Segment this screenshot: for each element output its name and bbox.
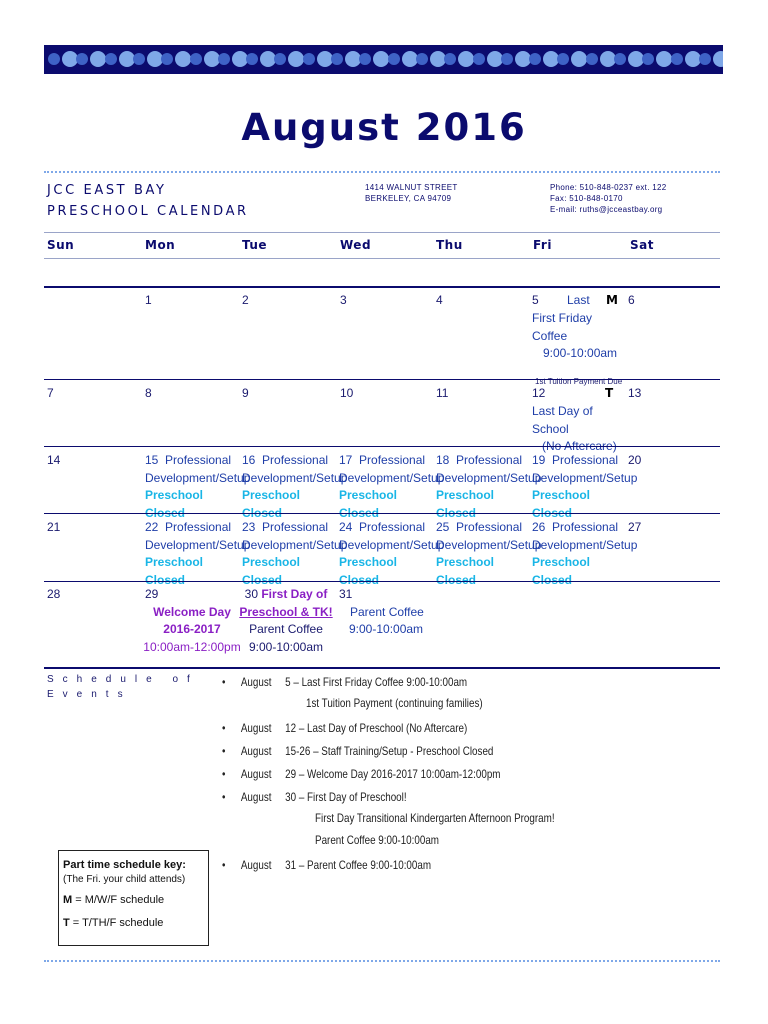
day-15-closed: Preschool Closed — [145, 488, 204, 520]
address-city: BERKELEY, CA 94709 — [365, 194, 452, 203]
band-dot — [614, 53, 626, 65]
day-2: 2 — [242, 293, 249, 307]
day-19-number: 19 — [532, 453, 546, 467]
band-dot — [571, 51, 587, 67]
event-text: 12 – Last Day of Preschool (No Aftercare) — [285, 721, 468, 735]
event-subline: Parent Coffee 9:00-10:00am — [315, 833, 439, 847]
day-12-event: Last Day of School — [532, 404, 593, 436]
day-24-line2: Development/Setup — [339, 537, 445, 552]
band-dot — [359, 53, 371, 65]
event-item: • August 30 – First Day of Preschool! — [222, 790, 407, 804]
event-text: 29 – Welcome Day 2016-2017 10:00am-12:00pm — [285, 767, 501, 781]
org-line2: PRESCHOOL CALENDAR — [47, 204, 249, 219]
day-15-line2: Development/Setup — [145, 470, 251, 485]
day-23-line2: Development/Setup — [242, 537, 348, 552]
day-23-number: 23 — [242, 520, 256, 534]
band-dot — [48, 53, 60, 65]
day-16-line1: Professional — [262, 453, 329, 467]
band-dot — [473, 53, 485, 65]
day-27: 27 — [628, 520, 642, 534]
day-17-line2: Development/Setup — [339, 470, 445, 485]
day-5-last: Last — [567, 293, 590, 307]
day-16-line2: Development/Setup — [242, 470, 348, 485]
band-dot — [105, 53, 117, 65]
day-23-closed: Preschool Closed — [242, 555, 301, 587]
day-30-coffee: Parent Coffee — [249, 622, 323, 636]
day-22-closed: Preschool Closed — [145, 555, 204, 587]
address-street: 1414 WALNUT STREET — [365, 183, 458, 192]
band-dot — [175, 51, 191, 67]
band-dot — [713, 51, 723, 67]
day-16-closed: Preschool Closed — [242, 488, 301, 520]
band-dot — [656, 51, 672, 67]
day-19-line1: Professional — [552, 453, 619, 467]
day-30-event: First Day of — [261, 587, 328, 601]
dow-sun: Sun — [47, 238, 75, 252]
day-20: 20 — [628, 453, 642, 467]
band-dot — [699, 53, 711, 65]
band-dot — [458, 51, 474, 67]
event-item: • August 31 – Parent Coffee 9:00-10:00am — [222, 858, 432, 872]
day-1: 1 — [145, 293, 152, 307]
band-dot — [331, 53, 343, 65]
key-subtitle: (The Fri. your child attends) — [63, 874, 186, 885]
contact-info — [550, 182, 667, 215]
day-10: 10 — [340, 386, 354, 400]
band-dot — [161, 53, 173, 65]
event-text: 5 – Last First Friday Coffee 9:00-10:00am — [285, 675, 468, 689]
band-dot — [246, 53, 258, 65]
event-item: • August 29 – Welcome Day 2016-2017 10:00am-12:00pm — [222, 767, 501, 781]
band-dot — [373, 51, 389, 67]
day-14: 14 — [47, 453, 61, 467]
event-item: • August 15-26 – Staff Training/Setup - Preschool Closed — [222, 744, 494, 758]
band-dot — [529, 53, 541, 65]
day-29-number: 29 — [145, 587, 159, 601]
dow-divider — [44, 258, 720, 259]
event-month: August — [240, 675, 272, 689]
day-15-line1: Professional — [165, 453, 232, 467]
day-8: 8 — [145, 386, 152, 400]
event-subline: First Day Transitional Kindergarten Afternoon Program! — [315, 811, 555, 825]
org-name — [47, 180, 249, 222]
day-15-number: 15 — [145, 453, 159, 467]
event-month: August — [240, 721, 272, 735]
day-31-number: 31 — [339, 587, 353, 601]
day-12-number: 12 — [532, 386, 546, 400]
band-dot — [416, 53, 428, 65]
dow-tue: Tue — [242, 238, 268, 252]
day-4: 4 — [436, 293, 443, 307]
day-17-closed: Preschool Closed — [339, 488, 398, 520]
day-18-line1: Professional — [456, 453, 523, 467]
band-dot — [557, 53, 569, 65]
day-24-number: 24 — [339, 520, 353, 534]
dow-wed: Wed — [340, 238, 372, 252]
day-11: 11 — [436, 386, 449, 400]
day-17-line1: Professional — [359, 453, 426, 467]
band-dot — [671, 53, 683, 65]
band-dot — [274, 53, 286, 65]
event-month: August — [240, 767, 272, 781]
day-5-time: 9:00-10:00am — [543, 346, 618, 360]
day-7: 7 — [47, 386, 54, 400]
key-m-text: = M/W/F schedule — [75, 894, 165, 906]
day-31 — [339, 586, 429, 639]
key-m-letter: M — [63, 894, 73, 906]
band-dot — [388, 53, 400, 65]
band-dot — [133, 53, 145, 65]
day-30-event-line2: Preschool & TK! — [239, 604, 333, 619]
event-month: August — [240, 744, 272, 758]
day-6: 6 — [628, 293, 635, 307]
day-12 — [532, 385, 627, 456]
decorative-band — [44, 45, 723, 74]
contact-phone: Phone: 510-848-0237 ext. 122 — [550, 183, 667, 192]
week4-top-line — [44, 513, 720, 514]
contact-fax: Fax: 510-848-0170 — [550, 194, 623, 203]
key-t-letter: T — [63, 917, 70, 929]
day-5-note: 1st Tuition Payment Due — [535, 376, 623, 386]
day-22-line2: Development/Setup — [145, 537, 251, 552]
day-31-event: Parent Coffee — [350, 604, 424, 619]
day-18-closed: Preschool Closed — [436, 488, 495, 520]
day-25-number: 25 — [436, 520, 450, 534]
day-5-event: First Friday Coffee — [532, 311, 592, 343]
day-26-closed: Preschool Closed — [532, 555, 591, 587]
event-text: 15-26 – Staff Training/Setup - Preschool Closed — [285, 744, 494, 758]
event-month: August — [240, 858, 272, 872]
event-text: 31 – Parent Coffee 9:00-10:00am — [285, 858, 432, 872]
band-dot — [76, 53, 88, 65]
page-title: August 2016 — [241, 106, 527, 149]
day-28: 28 — [47, 587, 61, 601]
day-29-event: Welcome Day — [153, 604, 231, 619]
schedule-label-line2: Events — [47, 689, 132, 700]
day-26-line2: Development/Setup — [532, 537, 638, 552]
day-3: 3 — [340, 293, 347, 307]
schedule-label — [47, 672, 199, 702]
band-dot — [586, 53, 598, 65]
day-25-closed: Preschool Closed — [436, 555, 495, 587]
dow-thu: Thu — [436, 238, 463, 252]
day-13: 13 — [628, 386, 642, 400]
dow-sat: Sat — [630, 238, 654, 252]
band-dot — [444, 53, 456, 65]
day-22-line1: Professional — [165, 520, 232, 534]
day-5-number: 5 — [532, 293, 539, 307]
day-24-line1: Professional — [359, 520, 426, 534]
day-18-line2: Development/Setup — [436, 470, 542, 485]
day-22-number: 22 — [145, 520, 159, 534]
day-29-year: 2016-2017 — [163, 622, 221, 636]
day-21: 21 — [47, 520, 61, 534]
day-29 — [137, 586, 247, 656]
day-30 — [236, 586, 336, 656]
week5-top-line — [44, 581, 720, 582]
org-line1: JCC EAST BAY — [47, 183, 167, 198]
key-t-text: = T/TH/F schedule — [72, 917, 164, 929]
day-25-line1: Professional — [456, 520, 523, 534]
event-month: August — [240, 790, 272, 804]
event-text: 30 – First Day of Preschool! — [285, 790, 407, 804]
address — [365, 182, 458, 204]
day-9: 9 — [242, 386, 249, 400]
band-dot — [303, 53, 315, 65]
key-title: Part time schedule key: — [63, 859, 186, 871]
event-item: • August 12 – Last Day of Preschool (No Aftercare) — [222, 721, 468, 735]
schedule-label-line1: Schedule of — [47, 674, 199, 685]
day-5 — [532, 292, 627, 390]
day-29-time: 10:00am-12:00pm — [143, 639, 241, 654]
day-12-note: (No Aftercare) — [542, 439, 617, 453]
schedule-key-box — [58, 850, 209, 946]
day-16-number: 16 — [242, 453, 256, 467]
band-dot — [90, 51, 106, 67]
dotted-divider-top — [44, 171, 720, 173]
band-dot — [190, 53, 202, 65]
dotted-divider-bottom — [44, 960, 720, 962]
header-divider — [44, 232, 720, 233]
day-31-time: 9:00-10:00am — [349, 622, 424, 636]
band-dot — [288, 51, 304, 67]
dow-mon: Mon — [145, 238, 176, 252]
day-25-line2: Development/Setup — [436, 537, 542, 552]
calendar-bottom-line — [44, 667, 720, 669]
day-30-number: 30 — [244, 587, 258, 601]
week2-top-line — [44, 379, 720, 380]
band-dot — [642, 53, 654, 65]
event-item: • August 5 – Last First Friday Coffee 9:00-10:00am — [222, 675, 468, 689]
day-19-line2: Development/Setup — [532, 470, 638, 485]
day-12-schedule-mark: T — [605, 386, 614, 400]
day-19-closed: Preschool Closed — [532, 488, 591, 520]
contact-email: E-mail: ruths@jcceastbay.org — [550, 205, 663, 214]
day-23-line1: Professional — [262, 520, 329, 534]
day-26-number: 26 — [532, 520, 546, 534]
week1-top-line — [44, 286, 720, 288]
day-30-time: 9:00-10:00am — [248, 639, 324, 654]
week3-top-line — [44, 446, 720, 447]
band-dot — [218, 53, 230, 65]
day-5-schedule-mark: M — [606, 293, 618, 307]
day-26-line1: Professional — [552, 520, 619, 534]
day-18-number: 18 — [436, 453, 450, 467]
day-24-closed: Preschool Closed — [339, 555, 398, 587]
band-dot — [501, 53, 513, 65]
day-17-number: 17 — [339, 453, 353, 467]
dow-fri: Fri — [533, 238, 552, 252]
event-subline: 1st Tuition Payment (continuing families) — [306, 696, 483, 710]
